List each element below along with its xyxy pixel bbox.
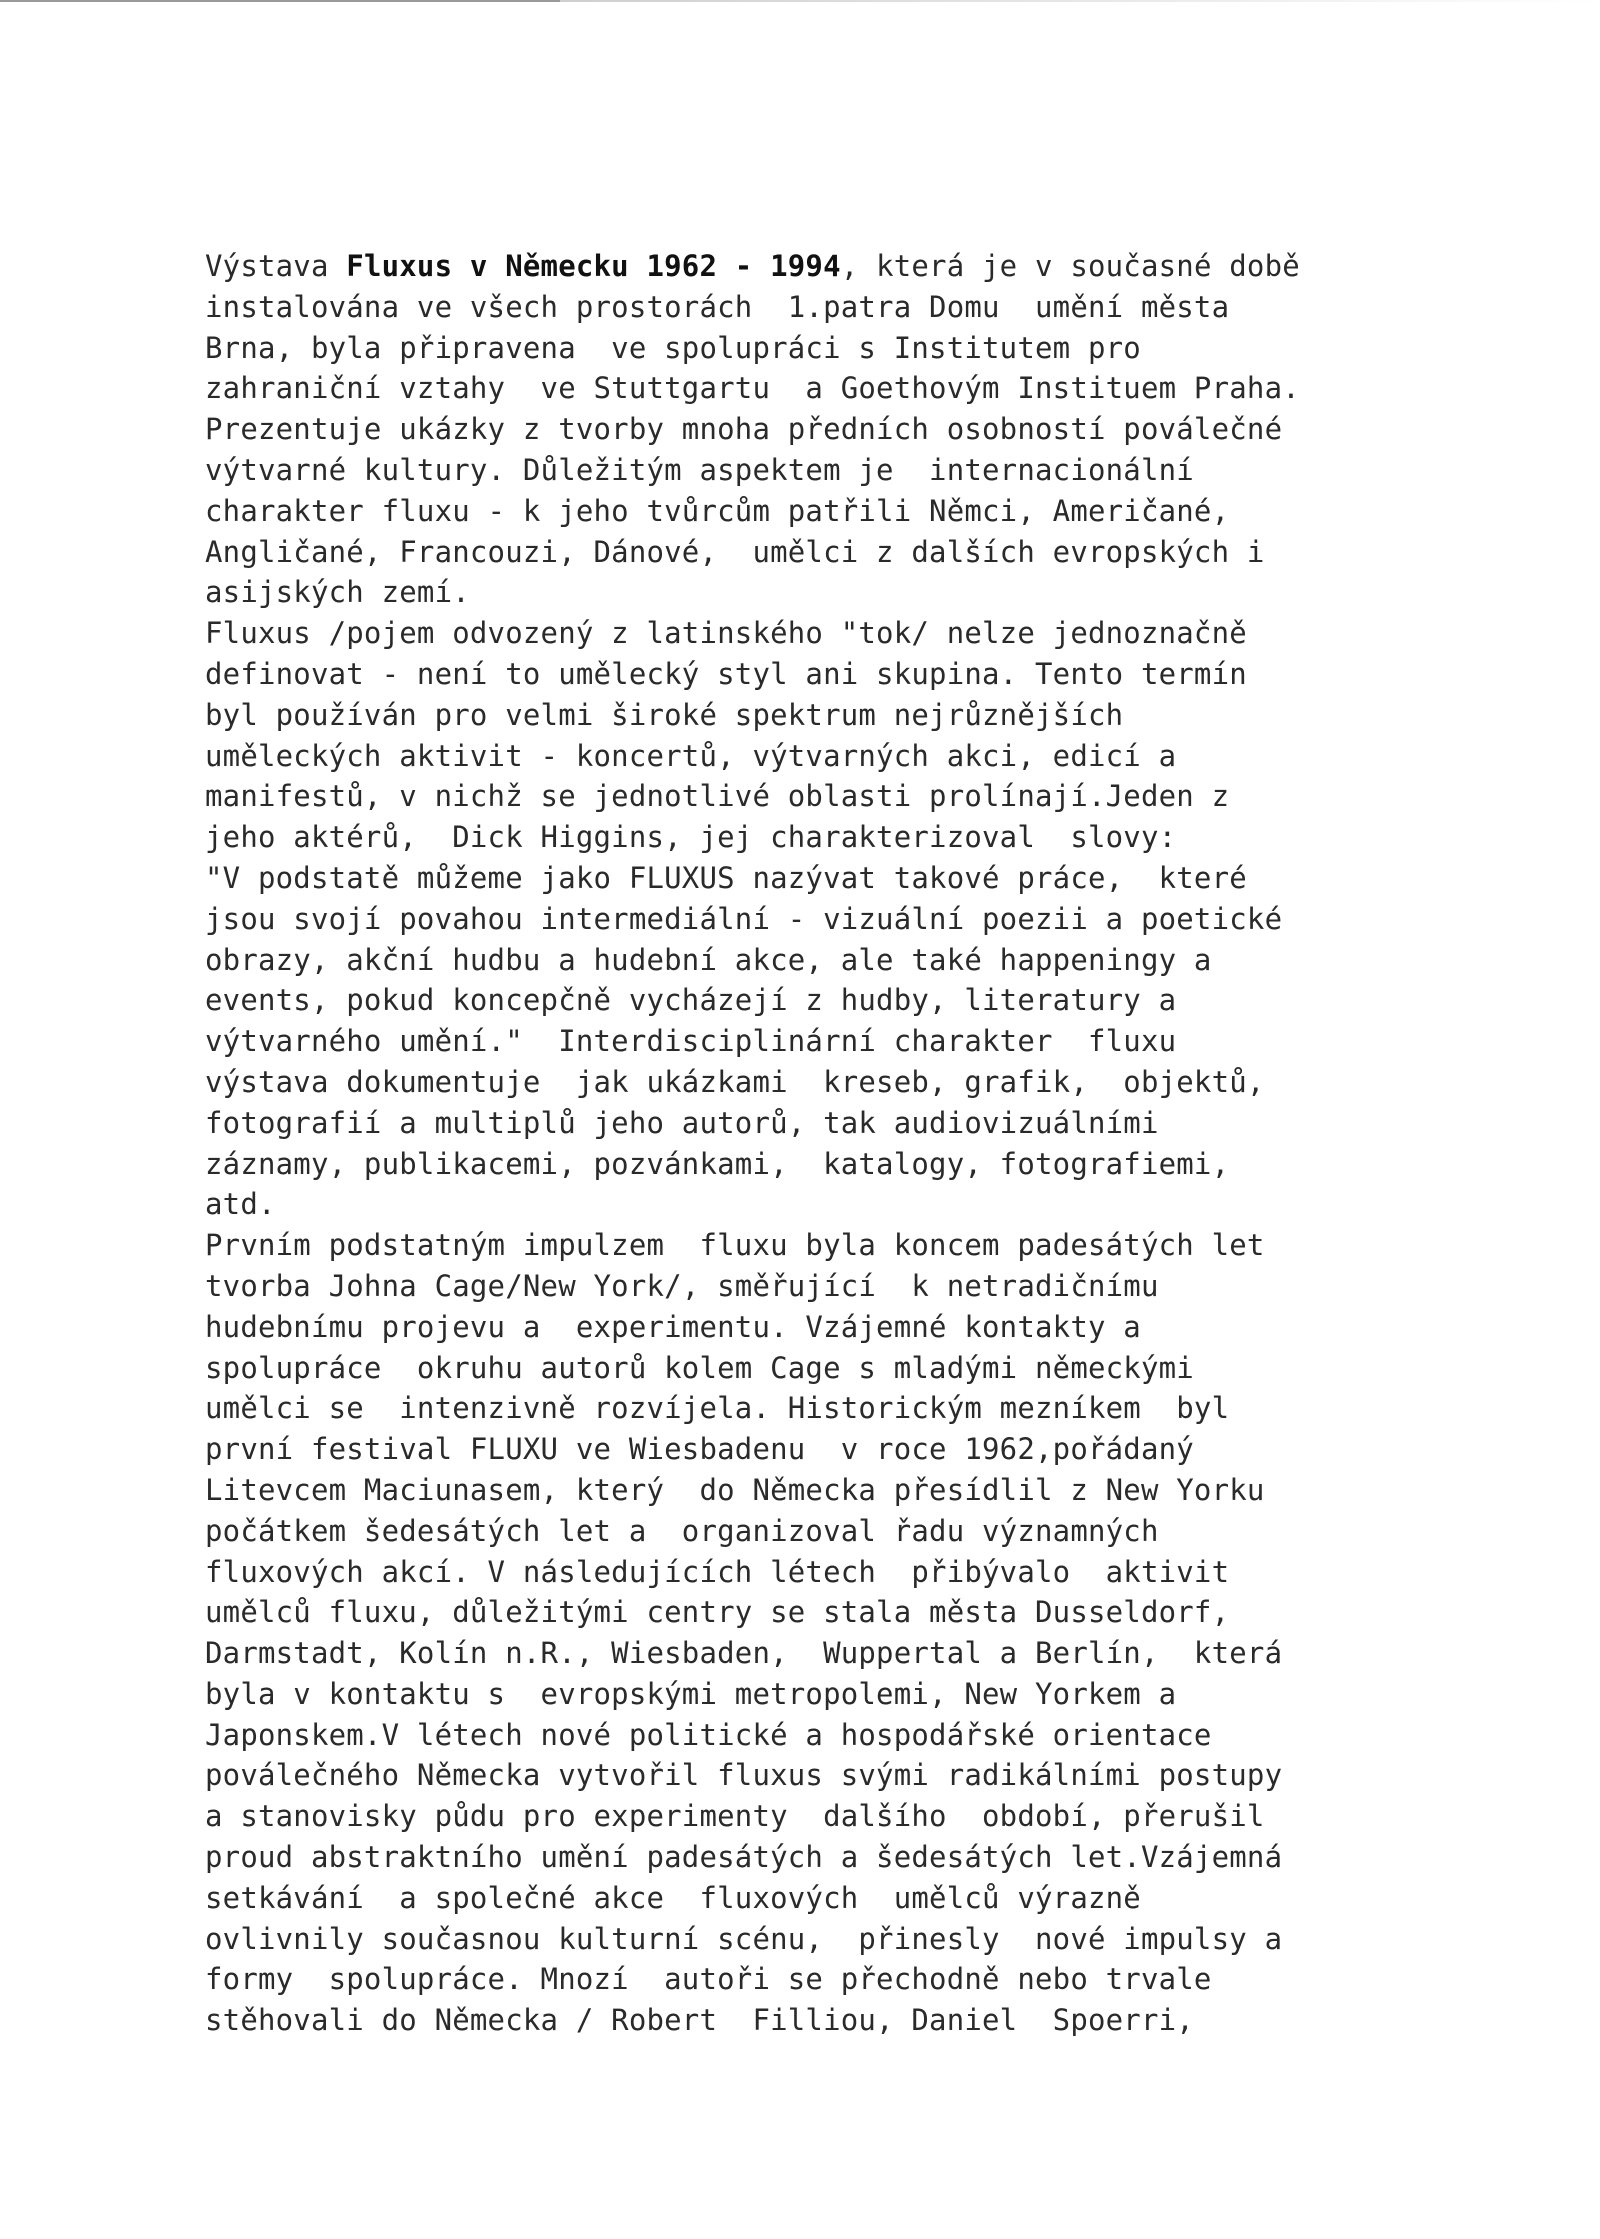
text-segment: instalována ve všech prostorách 1.patra Domu umění města — [205, 289, 1230, 324]
text-segment: atd. — [205, 1187, 276, 1222]
text-line — [205, 1307, 1415, 1348]
text-line — [205, 980, 1415, 1021]
text-line — [205, 1592, 1415, 1633]
text-line — [205, 1796, 1415, 1837]
text-line — [205, 1103, 1415, 1144]
text-line — [205, 328, 1415, 369]
scan-edge-fade — [560, 0, 1600, 2]
text-line — [205, 695, 1415, 736]
text-line — [205, 1388, 1415, 1429]
text-segment: byla v kontaktu s evropskými metropolemi, New Yorkem a — [205, 1676, 1177, 1711]
text-line — [205, 1755, 1415, 1796]
text-line — [205, 2000, 1415, 2041]
text-segment: první festival FLUXU ve Wiesbadenu v roce 1962,pořádaný — [205, 1432, 1194, 1467]
text-segment: jeho aktérů, Dick Higgins, jej charakterizoval slovy: — [205, 820, 1177, 855]
text-line — [205, 1062, 1415, 1103]
text-segment: poválečného Německa vytvořil fluxus svými radikálními postupy — [205, 1758, 1283, 1793]
text-segment: fluxových akcí. V následujících létech přibývalo aktivit — [205, 1554, 1230, 1589]
text-line — [205, 1878, 1415, 1919]
text-line — [205, 1511, 1415, 1552]
text-segment: fotografií a multiplů jeho autorů, tak audiovizuálními — [205, 1105, 1159, 1140]
text-segment: umělců fluxu, důležitými centry se stala města Dusseldorf, — [205, 1595, 1230, 1630]
text-line — [205, 736, 1415, 777]
text-segment: jsou svojí povahou intermediální - vizuální poezii a poetické — [205, 901, 1283, 936]
text-segment: byl používán pro velmi široké spektrum nejrůznějších — [205, 697, 1124, 732]
text-segment: spolupráce okruhu autorů kolem Cage s mladými německými — [205, 1350, 1194, 1385]
text-line — [205, 776, 1415, 817]
text-line — [205, 532, 1415, 573]
text-line — [205, 1674, 1415, 1715]
text-segment: Japonskem.V létech nové politické a hospodářské orientace — [205, 1717, 1212, 1752]
text-segment: záznamy, publikacemi, pozvánkami, katalogy, fotografiemi, — [205, 1146, 1230, 1181]
scan-edge-line — [0, 0, 560, 2]
text-line — [205, 1225, 1415, 1266]
text-line — [205, 858, 1415, 899]
text-line — [205, 1184, 1415, 1225]
text-segment: Brna, byla připravena ve spolupráci s Institutem pro — [205, 330, 1141, 365]
document-body — [205, 246, 1415, 2041]
text-segment: charakter fluxu - k jeho tvůrcům patřili Němci, Američané, — [205, 493, 1230, 528]
text-line — [205, 613, 1415, 654]
text-segment: výstava dokumentuje jak ukázkami kreseb, grafik, objektů, — [205, 1064, 1265, 1099]
text-line — [205, 1837, 1415, 1878]
bold-title-text: Fluxus v Německu 1962 - 1994 — [346, 249, 841, 283]
text-line — [205, 1021, 1415, 1062]
text-line — [205, 1429, 1415, 1470]
text-line — [205, 1552, 1415, 1593]
text-line — [205, 368, 1415, 409]
text-segment: Angličané, Francouzi, Dánové, umělci z dalších evropských i — [205, 534, 1265, 569]
text-segment: stěhovali do Německa / Robert Filliou, Daniel Spoerri, — [205, 2003, 1194, 2038]
text-segment: proud abstraktního umění padesátých a šedesátých let.Vzájemná — [205, 1840, 1283, 1875]
text-segment: obrazy, akční hudbu a hudební akce, ale také happeningy a — [205, 942, 1212, 977]
text-segment: Prezentuje ukázky z tvorby mnoha předních osobností poválečné — [205, 412, 1283, 447]
text-segment: Fluxus /pojem odvozený z latinského "tok/ nelze jednoznačně — [205, 616, 1247, 651]
text-segment: hudebnímu projevu a experimentu. Vzájemné kontakty a — [205, 1309, 1141, 1344]
text-line — [205, 654, 1415, 695]
text-segment: Darmstadt, Kolín n.R., Wiesbaden, Wuppertal a Berlín, která — [205, 1636, 1283, 1671]
text-segment: definovat - není to umělecký styl ani skupina. Tento termín — [205, 656, 1247, 691]
text-line — [205, 817, 1415, 858]
text-segment: Litevcem Maciunasem, který do Německa přesídlil z New Yorku — [205, 1472, 1265, 1507]
text-line — [205, 899, 1415, 940]
text-segment: výtvarné kultury. Důležitým aspektem je internacionální — [205, 452, 1194, 487]
text-segment: asijských zemí. — [205, 575, 470, 610]
text-line — [205, 1919, 1415, 1960]
text-segment: počátkem šedesátých let a organizoval řadu významných — [205, 1513, 1159, 1548]
text-line — [205, 1144, 1415, 1185]
text-segment: a stanovisky půdu pro experimenty dalšího období, přerušil — [205, 1799, 1265, 1834]
text-line — [205, 1715, 1415, 1756]
text-segment: umělci se intenzivně rozvíjela. Historickým mezníkem byl — [205, 1391, 1230, 1426]
text-segment: tvorba Johna Cage/New York/, směřující k netradičnímu — [205, 1268, 1159, 1303]
text-line — [205, 1959, 1415, 2000]
text-segment: uměleckých aktivit - koncertů, výtvarných akci, edicí a — [205, 738, 1177, 773]
text-segment: manifestů, v nichž se jednotlivé oblasti prolínají.Jeden z — [205, 779, 1230, 814]
text-segment: ovlivnily současnou kulturní scénu, přinesly nové impulsy a — [205, 1921, 1283, 1956]
text-line — [205, 1348, 1415, 1389]
text-segment: zahraniční vztahy ve Stuttgartu a Goethovým Instituem Praha. — [205, 371, 1300, 406]
text-line — [205, 450, 1415, 491]
text-segment: formy spolupráce. Mnozí autoři se přechodně nebo trvale — [205, 1962, 1212, 1997]
text-line — [205, 940, 1415, 981]
text-line — [205, 491, 1415, 532]
text-segment: "V podstatě můžeme jako FLUXUS nazývat takové práce, které — [205, 860, 1247, 895]
text-segment: setkávání a společné akce fluxových umělců výrazně — [205, 1880, 1141, 1915]
text-segment: , která je v současné době — [840, 249, 1300, 283]
text-line — [205, 287, 1415, 328]
text-segment: events, pokud koncepčně vycházejí z hudby, literatury a — [205, 983, 1177, 1018]
text-line — [205, 246, 1415, 287]
text-segment: Výstava — [205, 249, 347, 283]
text-line — [205, 409, 1415, 450]
text-line — [205, 1633, 1415, 1674]
text-line — [205, 1470, 1415, 1511]
text-line — [205, 1266, 1415, 1307]
text-segment: výtvarného umění." Interdisciplinární charakter fluxu — [205, 1024, 1177, 1059]
text-segment: Prvním podstatným impulzem fluxu byla koncem padesátých let — [205, 1228, 1265, 1263]
text-line — [205, 572, 1415, 613]
